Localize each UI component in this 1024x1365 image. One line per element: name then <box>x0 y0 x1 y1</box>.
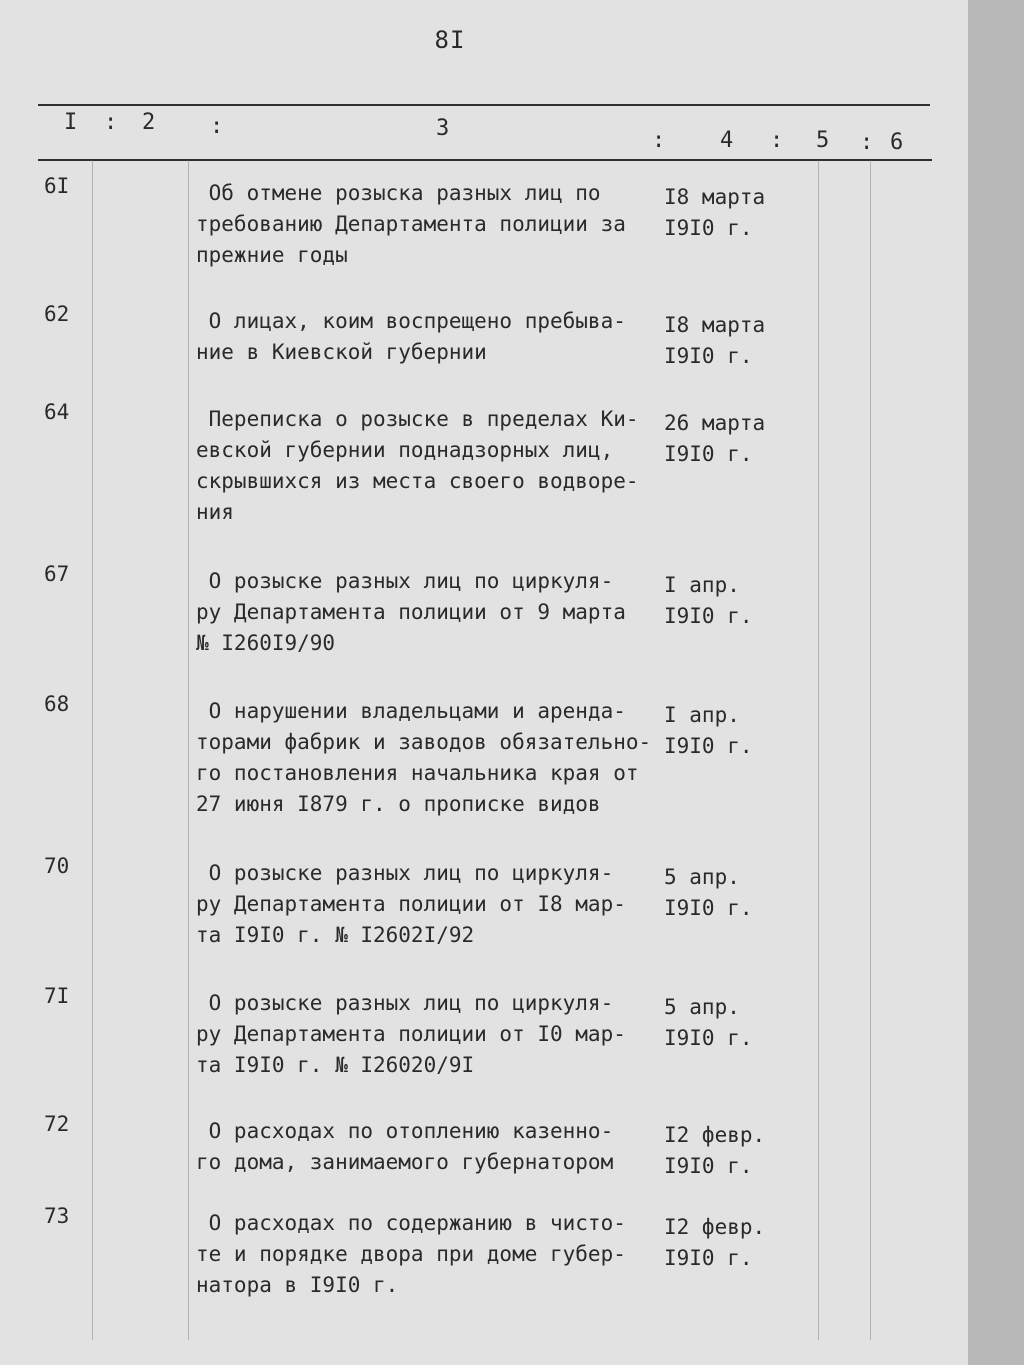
entry-date <box>664 700 784 762</box>
entry-date <box>664 1120 784 1182</box>
entry-date-line: 26 марта <box>664 411 766 435</box>
header-col-3: 3 <box>436 116 450 141</box>
entry-title <box>196 1208 666 1301</box>
entry-date-line: I9I0 г. <box>664 344 753 368</box>
entry-title <box>196 306 666 368</box>
entry-date-line: 5 апр. <box>664 995 740 1019</box>
column-divider <box>92 160 93 1340</box>
header-separator: : <box>652 128 666 153</box>
header-col-6: 6 <box>890 130 904 155</box>
entry-number: 73 <box>44 1204 70 1228</box>
entry-number: 72 <box>44 1112 70 1136</box>
entry-title-line: ру Департамента полиции от I0 мар- <box>196 1022 626 1046</box>
entry-title-line: скрывшихся из места своего водворе- <box>196 469 639 493</box>
header-col-2: 2 <box>142 110 156 135</box>
entry-title-line: О нарушении владельцами и аренда- <box>196 699 626 723</box>
entry-date-line: I9I0 г. <box>664 734 753 758</box>
entry-title <box>196 696 666 820</box>
entry-date-line: I9I0 г. <box>664 604 753 628</box>
entry-title-line: та I9I0 г. № I2602I/92 <box>196 923 475 947</box>
entry-number: 7I <box>44 984 70 1008</box>
entry-title-line: ру Департамента полиции от I8 мар- <box>196 892 626 916</box>
entry-title-line: ния <box>196 500 234 524</box>
entry-title-line: О лицах, коим воспрещено пребыва- <box>196 309 626 333</box>
entry-title-line: те и порядке двора при доме губер- <box>196 1242 626 1266</box>
entry-title-line: О розыске разных лиц по циркуля- <box>196 861 614 885</box>
entry-title-line: та I9I0 г. № I26020/9I <box>196 1053 475 1077</box>
entry-title-line: го постановления начальника края от <box>196 761 639 785</box>
entry-title <box>196 1116 666 1178</box>
entry-title-line: ние в Киевской губернии <box>196 340 487 364</box>
entry-title <box>196 858 666 951</box>
entry-title-line: О расходах по отоплению казенно- <box>196 1119 614 1143</box>
entry-title-line: торами фабрик и заводов обязательно- <box>196 730 652 754</box>
entry-date-line: I8 марта <box>664 313 766 337</box>
entry-date <box>664 182 784 244</box>
header-separator: : <box>104 110 118 135</box>
entry-date <box>664 1212 784 1274</box>
entry-title <box>196 404 666 528</box>
entry-date-line: I9I0 г. <box>664 896 753 920</box>
column-divider <box>870 160 871 1340</box>
entry-title-line: прежние годы <box>196 243 348 267</box>
entry-title-line: 27 июня I879 г. о прописке видов <box>196 792 601 816</box>
entry-date-line: 5 апр. <box>664 865 740 889</box>
header-top-rule <box>38 104 930 106</box>
entry-date-line: I9I0 г. <box>664 1026 753 1050</box>
entry-date-line: I апр. <box>664 703 740 727</box>
entry-title-line: Об отмене розыска разных лиц по <box>196 181 601 205</box>
entry-date-line: I2 февр. <box>664 1215 766 1239</box>
entry-date <box>664 310 784 372</box>
entry-date-line: I8 марта <box>664 185 766 209</box>
entry-date-line: I9I0 г. <box>664 216 753 240</box>
entry-title <box>196 178 666 271</box>
header-col-4: 4 <box>720 128 734 153</box>
entry-number: 68 <box>44 692 70 716</box>
header-bottom-rule <box>38 159 932 161</box>
entry-number: 64 <box>44 400 70 424</box>
entry-title-line: евской губернии поднадзорных лиц, <box>196 438 614 462</box>
entry-number: 70 <box>44 854 70 878</box>
entry-title-line: требованию Департамента полиции за <box>196 212 626 236</box>
column-divider <box>188 160 189 1340</box>
entry-number: 67 <box>44 562 70 586</box>
header-col-5: 5 <box>816 128 830 153</box>
header-col-1: I <box>64 110 78 135</box>
column-divider <box>818 160 819 1340</box>
header-separator: : <box>860 130 874 155</box>
entry-title-line: ру Департамента полиции от 9 марта <box>196 600 626 624</box>
entry-date <box>664 992 784 1054</box>
entry-title <box>196 988 666 1081</box>
entry-date-line: I9I0 г. <box>664 1246 753 1270</box>
entry-title-line: натора в I9I0 г. <box>196 1273 399 1297</box>
entry-title-line: го дома, занимаемого губернатором <box>196 1150 614 1174</box>
entry-title-line: О расходах по содержанию в чисто- <box>196 1211 626 1235</box>
entry-title-line: № I260I9/90 <box>196 631 336 655</box>
entry-number: 62 <box>44 302 70 326</box>
entry-date <box>664 862 784 924</box>
header-separator: : <box>770 128 784 153</box>
entry-title-line: О розыске разных лиц по циркуля- <box>196 991 614 1015</box>
header-separator: : <box>210 114 224 139</box>
entry-title-line: Переписка о розыске в пределах Ки- <box>196 407 639 431</box>
entry-title-line: О розыске разных лиц по циркуля- <box>196 569 614 593</box>
entry-date-line: I9I0 г. <box>664 1154 753 1178</box>
entry-date-line: I апр. <box>664 573 740 597</box>
entry-date-line: I9I0 г. <box>664 442 753 466</box>
entry-date <box>664 408 784 470</box>
page-edge <box>968 0 1024 1365</box>
entry-date <box>664 570 784 632</box>
page-number: 8I <box>434 26 466 54</box>
entry-number: 6I <box>44 174 70 198</box>
entry-date-line: I2 февр. <box>664 1123 766 1147</box>
entry-title <box>196 566 666 659</box>
